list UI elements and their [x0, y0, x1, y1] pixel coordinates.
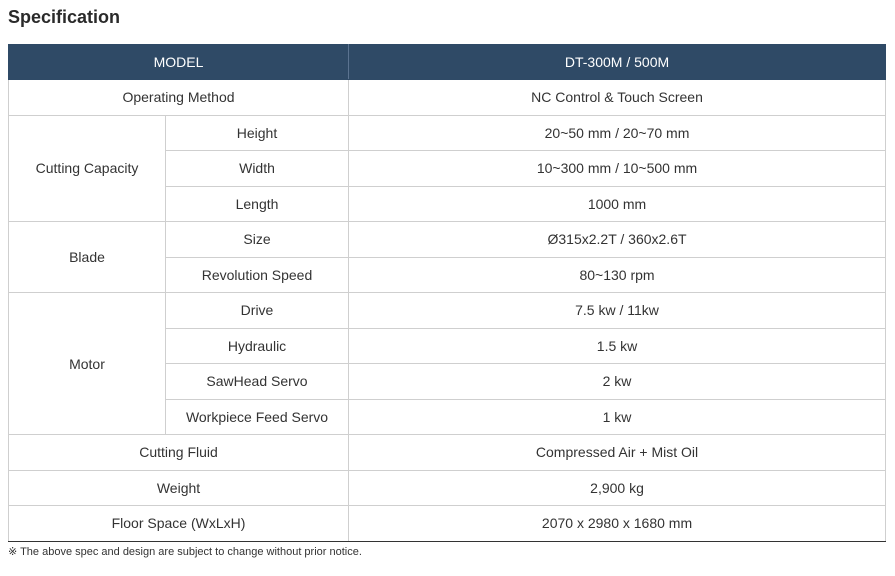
row-label: Hydraulic	[166, 328, 349, 364]
row-value: 2 kw	[349, 364, 886, 400]
row-label: Width	[166, 151, 349, 187]
table-row	[9, 470, 886, 506]
specification-table	[8, 44, 886, 542]
row-label: Height	[166, 115, 349, 151]
motor-label: Motor	[9, 293, 166, 435]
table-row	[9, 80, 886, 116]
row-value: 1.5 kw	[349, 328, 886, 364]
row-value: 1 kw	[349, 399, 886, 435]
operating-method-label: Operating Method	[9, 80, 349, 116]
weight-value: 2,900 kg	[349, 470, 886, 506]
table-row	[9, 115, 886, 151]
row-value: 20~50 mm / 20~70 mm	[349, 115, 886, 151]
blade-label: Blade	[9, 222, 166, 293]
weight-label: Weight	[9, 470, 349, 506]
operating-method-value: NC Control & Touch Screen	[349, 80, 886, 116]
disclaimer-note: ※ The above spec and design are subject to change without prior notice.	[8, 546, 362, 558]
header-model-label: MODEL	[9, 45, 349, 80]
table-header-row	[9, 45, 886, 80]
row-value: 1000 mm	[349, 186, 886, 222]
table-row	[9, 293, 886, 329]
row-label: Drive	[166, 293, 349, 329]
cutting-capacity-label: Cutting Capacity	[9, 115, 166, 222]
row-value: Ø315x2.2T / 360x2.6T	[349, 222, 886, 258]
floor-space-label: Floor Space (WxLxH)	[9, 506, 349, 542]
row-label: Revolution Speed	[166, 257, 349, 293]
row-label: Size	[166, 222, 349, 258]
row-label: Workpiece Feed Servo	[166, 399, 349, 435]
row-label: Length	[166, 186, 349, 222]
row-label: SawHead Servo	[166, 364, 349, 400]
row-value: 10~300 mm / 10~500 mm	[349, 151, 886, 187]
table-row	[9, 506, 886, 542]
header-model-value: DT-300M / 500M	[349, 45, 886, 80]
cutting-fluid-value: Compressed Air + Mist Oil	[349, 435, 886, 471]
floor-space-value: 2070 x 2980 x 1680 mm	[349, 506, 886, 542]
page-title: Specification	[8, 7, 121, 27]
cutting-fluid-label: Cutting Fluid	[9, 435, 349, 471]
table-row	[9, 435, 886, 471]
table-row	[9, 222, 886, 258]
row-value: 80~130 rpm	[349, 257, 886, 293]
row-value: 7.5 kw / 11kw	[349, 293, 886, 329]
